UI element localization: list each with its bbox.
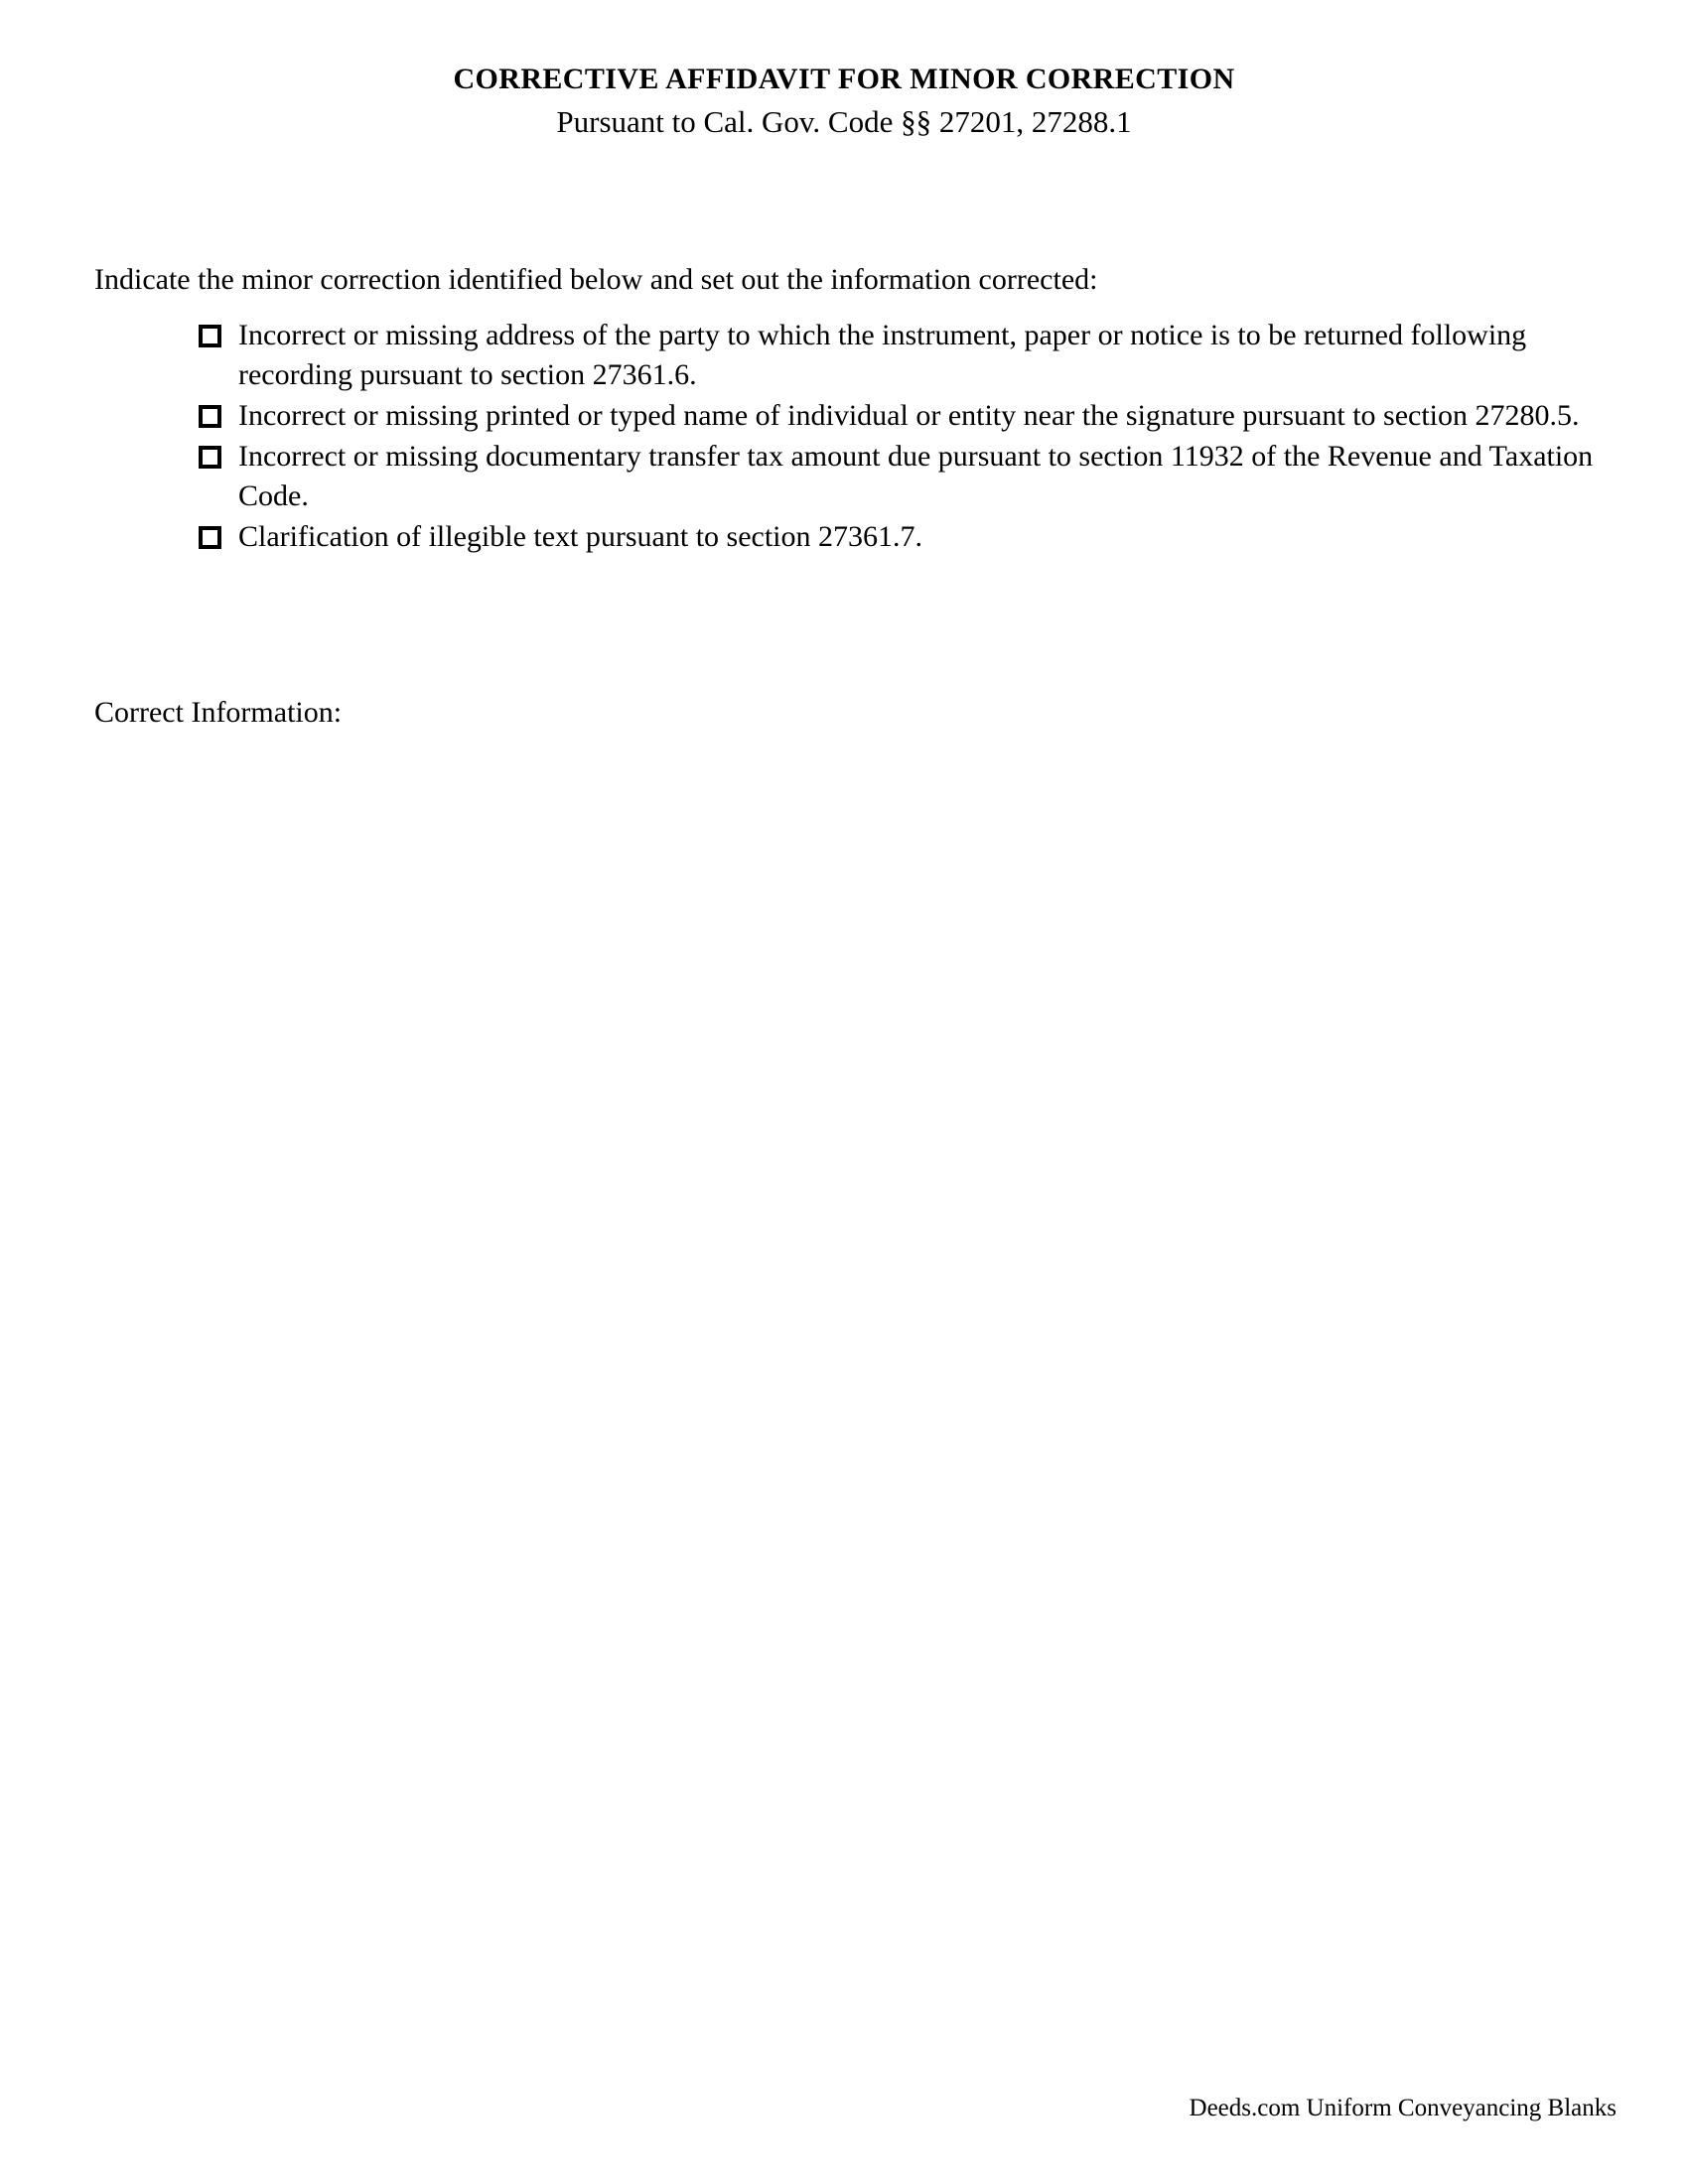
checklist-item-label: Incorrect or missing printed or typed name of individual or entity near the signature pursuant to section 27280.5.	[238, 399, 1580, 433]
checkbox-illegible-text[interactable]	[199, 526, 221, 549]
page-title: CORRECTIVE AFFIDAVIT FOR MINOR CORRECTION	[453, 63, 1235, 95]
intro-instruction: Indicate the minor correction identified below and set out the information corrected:	[94, 263, 1098, 296]
correct-information-writing-area[interactable]	[94, 720, 1604, 2040]
checklist-item-label: Clarification of illegible text pursuant to section 27361.7.	[238, 520, 923, 554]
checklist-item-transfer-tax[interactable]	[94, 437, 1604, 516]
page-subtitle: Pursuant to Cal. Gov. Code §§ 27201, 27288.1	[556, 104, 1132, 140]
correct-information-label: Correct Information:	[94, 696, 343, 729]
correction-checklist	[94, 316, 1604, 558]
checkbox-return-address[interactable]	[199, 325, 221, 347]
checklist-item-printed-name[interactable]	[94, 396, 1604, 436]
checklist-item-return-address[interactable]	[94, 316, 1604, 395]
checklist-item-illegible-text[interactable]	[94, 517, 1604, 557]
checklist-item-label: Incorrect or missing documentary transfer tax amount due pursuant to section 11932 of the Revenue and Taxation Code.	[238, 440, 1594, 513]
document-heading	[0, 62, 1688, 142]
checkbox-printed-name[interactable]	[199, 405, 221, 428]
checkbox-transfer-tax[interactable]	[199, 446, 221, 469]
checklist-item-label: Incorrect or missing address of the party to which the instrument, paper or notice is to be returned following recording pursuant to section 27361.6.	[238, 319, 1527, 392]
footer-branding: Deeds.com Uniform Conveyancing Blanks	[1189, 2095, 1617, 2121]
